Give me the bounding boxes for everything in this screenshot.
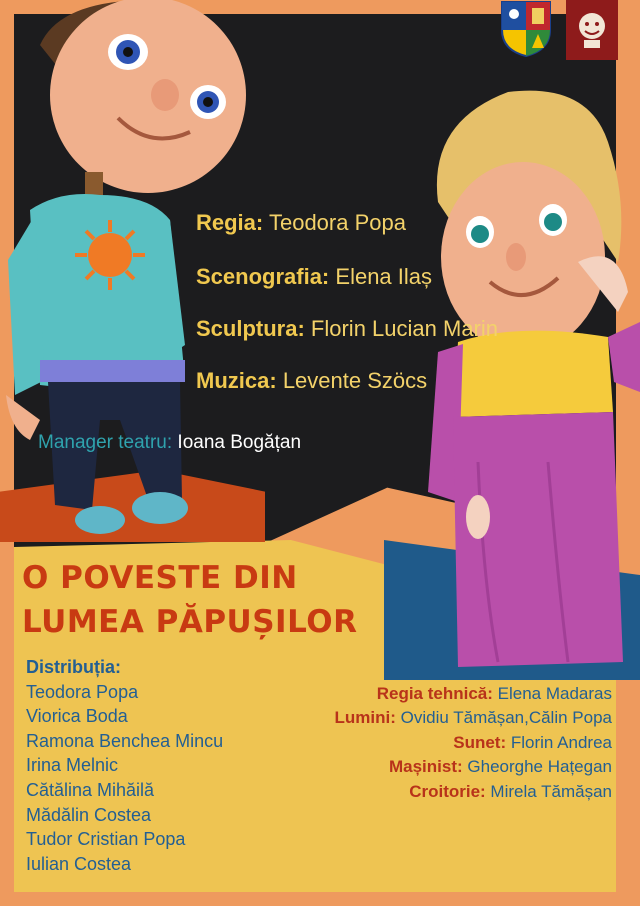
cast-member: Iulian Costea <box>26 853 132 874</box>
cast-member: Teodora Popa <box>26 681 139 702</box>
cast-member: Cătălina Mihăilă <box>26 779 155 800</box>
tech-credit: Mașinist: Gheorghe Hațegan <box>388 757 612 777</box>
theater-logo-icon <box>566 0 618 60</box>
play-title <box>22 556 357 644</box>
cast-member: Tudor Cristian Popa <box>26 829 186 850</box>
cast-member: Viorica Boda <box>26 706 128 727</box>
credit-muzica: Muzica: Levente Szöcs <box>196 368 428 393</box>
tech-credit: Regia tehnică: Elena Madaras <box>376 684 612 703</box>
cast-member: Irina Melnic <box>26 755 119 776</box>
cast-member: Ramona Benchea Mincu <box>26 730 224 751</box>
credit-scenografia: Scenografia: Elena Ilaș <box>196 264 433 289</box>
tech-credit: Sunet: Florin Andrea <box>453 732 612 752</box>
logos <box>500 0 618 60</box>
tech-credit: Croitorie: Mirela Tămășan <box>409 781 612 801</box>
cast-heading: Distribuția: <box>26 657 122 677</box>
tech-credit: Lumini: Ovidiu Tămășan,Călin Popa <box>334 708 612 728</box>
cast-list <box>26 655 223 876</box>
technical-crew <box>335 682 612 804</box>
county-coat-of-arms-icon <box>500 0 552 58</box>
credit-regia: Regia: Teodora Popa <box>196 210 406 235</box>
girl-puppet-image <box>418 82 640 682</box>
title-line-1: O POVESTE DIN <box>22 560 298 596</box>
credit-sculptura: Sculptura: Florin Lucian Marin <box>196 316 498 341</box>
title-line-2: LUMEA PĂPUȘILOR <box>22 604 358 640</box>
cast-member: Mădălin Costea <box>26 804 152 825</box>
manager-credit: Manager teatru: Ioana Bogățan <box>38 432 302 453</box>
